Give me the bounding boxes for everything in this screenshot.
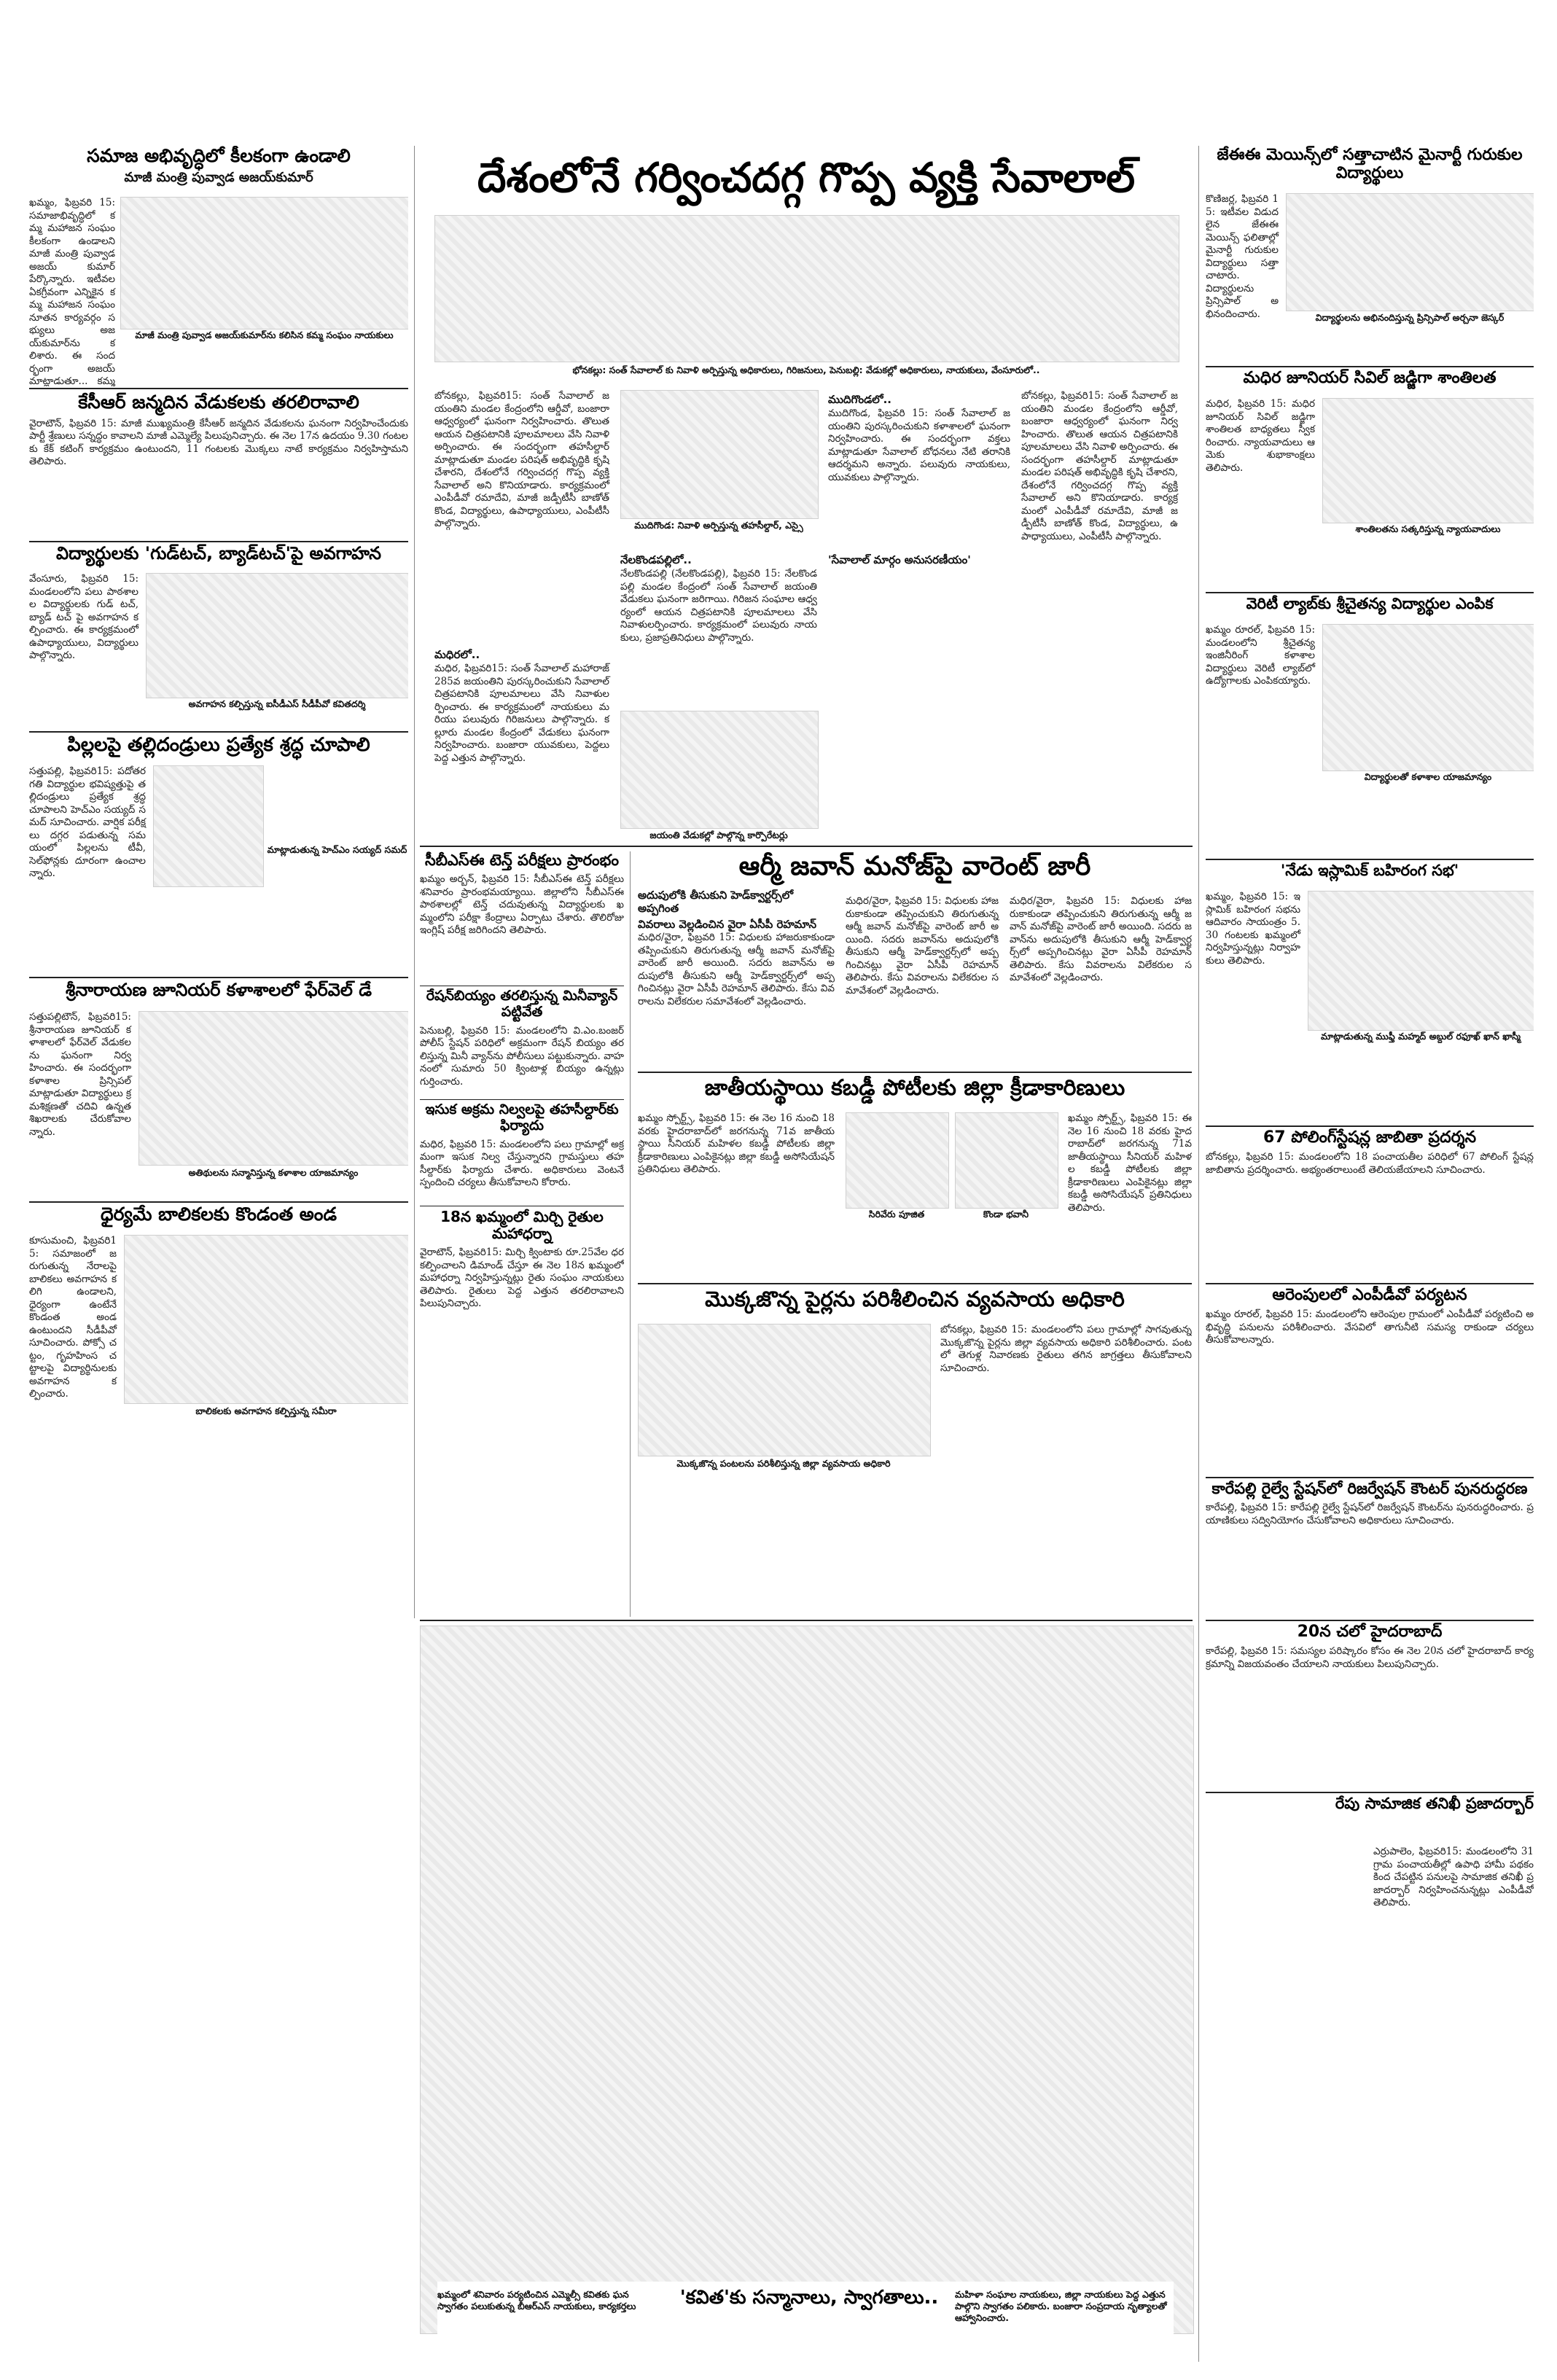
story-social-audit (1206, 1795, 1534, 2363)
subheadline: మాజీ మంత్రి పువ్వాడ అజయ్‌కుమార్ (124, 169, 313, 185)
headline: మధిర జూనియర్ సివిల్ జడ్జిగా శాంతిలత (1243, 369, 1496, 387)
story-kamma-sangham (29, 146, 408, 386)
story-good-touch (29, 544, 408, 730)
section-head: 'సేవాలాల్ మార్గం అనుసరణీయం' (828, 553, 971, 566)
photo-caption: విద్యార్థులతో కళాశాల యాజమాన్యం (1364, 771, 1492, 782)
photo (124, 1235, 408, 1404)
photo (846, 1112, 949, 1209)
story-body: వైరాటౌన్, ఫిబ్రవరి15: మిర్చి క్వింటాకు రూ.25వేల ధర కల్పించాలని డిమాండ్ చేస్తూ ఈ నెల 18న ఖమ్మంలో మహాధర్నా నిర్వహిస్తున్నట్లు రైతు సంఘం నాయకులు తెలిపారు. రైతులు పెద్ద ఎత్తున తరలిరావాలని పిలుపునిచ్చారు. (420, 1246, 624, 1309)
column-divider (630, 851, 631, 1617)
story-railway (1206, 1480, 1534, 1618)
photo-caption: విద్యార్థులను అభినందిస్తున్న ప్రిన్సిపాల్ అర్చనా జెస్కర్ (1315, 312, 1505, 323)
story-body: మధిర/వైరా, ఫిబ్రవరి 15: విధులకు హాజరుకాకుండా తప్పించుకుని తిరుగుతున్న ఆర్మీ జవాన్ మనోజ్‌పై వారెంట్ జారీ అయింది. సదరు జవాన్‌ను అదుపులోకి తీసుకుని ఆర్మీ హెడ్‌క్వార్టర్స్‌లో అప్పగించినట్లు వైరా ఏసీపీ రెహమాన్ తెలిపారు. కేసు వివరాలను విలేకరుల సమావేశంలో వెల్లడించారు. (1010, 895, 1192, 983)
story-army-jawan (638, 851, 1192, 1070)
story-mirchi (420, 1209, 624, 1617)
subheadline: అదుపులోకి తీసుకుని హెడ్‌క్వార్టర్స్‌లో అప్పగింత (638, 889, 794, 916)
story-kcr-birthday (29, 392, 408, 538)
headline: కేసీఆర్ జన్మదిన వేడుకలకు తరలిరావాలి (78, 392, 359, 413)
divider (420, 846, 1193, 847)
story-body: సత్తుపల్లిటౌన్, ఫిబ్రవరి15: శ్రీనారాయణ జూనియర్ కళాశాలలో ఫేర్‌వెల్ వేడుకలను ఘనంగా నిర్వహించారు. ఈ సందర్భంగా కళాశాల ప్రిన్సిపల్ మాట్లాడుతూ విద్యార్థులు క్రమశిక్షణతో చదివి ఉన్నత శిఖరాలకు చేరుకోవాలన్నారు. (29, 1011, 131, 1138)
headline: సమాజ అభివృద్ధిలో కీలకంగా ఉండాలి (87, 146, 351, 166)
photo (638, 1324, 931, 1456)
section-head: నేలకొండపల్లిలో.. (620, 553, 692, 566)
divider (1206, 366, 1534, 367)
photo-caption: ముదిగొండ: నివాళి అర్పిస్తున్న తహసీల్దార్, ఎస్సై (634, 520, 803, 531)
divider (1206, 1283, 1534, 1284)
headline: 'కవిత'కు సన్మానాలు, స్వాగతాలు.. (679, 2287, 939, 2309)
story-body: ఎర్రుపాలెం, ఫిబ్రవరి15: మండలంలోని 31 గ్రామ పంచాయతీల్లో ఉపాధి హామీ పథకం కింద చేపట్టిన పనులపై సామాజిక తనిఖీ ప్రజాదర్బార్ నిర్వహించనున్నట్లు ఎంపీడీవో తెలిపారు. (1373, 1846, 1534, 1908)
headline: 20న చలో హైదరాబాద్ (1297, 1623, 1443, 1641)
divider (420, 1099, 624, 1100)
main-headline: దేశంలోనే గర్వించదగ్గ గొప్ప వ్యక్తి సేవాలాల్ (477, 155, 1136, 202)
headline: సీబీఎస్ఈ టెన్త్ పరీక్షలు ప్రారంభం (424, 851, 619, 869)
story-cbse (420, 851, 624, 983)
story-body: ఖమ్మం స్పోర్ట్స్, ఫిబ్రవరి 15: ఈ నెల 16 నుంచి 18 వరకు హైదరాబాద్‌లో జరగనున్న 71వ జాతీయస్థాయి సీనియర్ మహిళల కబడ్డీ పోటీలకు జిల్లా క్రీడాకారిణులు ఎంపికైనట్లు జిల్లా కబడ్డీ అసోసియేషన్ ప్రతినిధులు తెలిపారు. (1068, 1112, 1192, 1214)
column-divider (1198, 146, 1199, 2362)
divider (29, 541, 408, 542)
headline: ఇసుక అక్రమ నిల్వలపై తహసీల్దార్‌కు ఫిర్యాదు (425, 1102, 619, 1134)
story-body: మధిర/వైరా, ఫిబ్రవరి 15: విధులకు హాజరుకాకుండా తప్పించుకుని తిరుగుతున్న ఆర్మీ జవాన్ మనోజ్‌పై వారెంట్ జారీ అయింది. సదరు జవాన్‌ను అదుపులోకి తీసుకుని ఆర్మీ హెడ్‌క్వార్టర్స్‌లో అప్పగించినట్లు వైరా ఏసీపీ రెహమాన్ తెలిపారు. కేసు వివరాలను విలేకరుల సమావేశంలో వెల్లడించారు. (846, 895, 999, 996)
headline: జేఈఈ మెయిన్స్‌లో సత్తాచాటిన మైనార్టీ గురుకుల విద్యార్థులు (1217, 146, 1523, 183)
divider (1206, 592, 1534, 593)
photo-caption: శాంతిలతను సత్కరిస్తున్న న్యాయవాదులు (1355, 523, 1501, 534)
divider (29, 977, 408, 978)
photo-caption: బాలికలకు అవగాహన కల్పిస్తున్న సమీరా (195, 1405, 337, 1416)
photo-caption: మహిళా సంఘాల నాయకులు, జిల్లా నాయకులు పెద్ద ఎత్తున పాల్గొని స్వాగతం పలికారు. బంజారా సంప్రదాయ నృత్యాలతో ఆహ్వానించారు. (955, 2289, 1167, 2323)
story-ration-rice (420, 988, 624, 1098)
photo-caption: కొండా భవానీ (983, 1209, 1029, 1220)
photo (146, 573, 408, 698)
headline: 67 పోలింగ్‌స్టేషన్ల జాబితా ప్రదర్శన (1263, 1128, 1477, 1147)
photo (620, 390, 819, 519)
headline: 'నేడు ఇస్లామిక్ బహిరంగ సభ' (1280, 862, 1459, 879)
photo-caption: మొక్కజొన్న పంటలను పరిశీలిస్తున్న జిల్లా వ్యవసాయ అధికారి (676, 1458, 891, 1469)
story-body: ఖమ్మం, ఫిబ్రవరి 15: ఇస్లామిక్ బహిరంగ సభను ఆదివారం సాయంత్రం 5.30 గంటలకు ఖమ్మంలో నిర్వహిస్తున్నట్లు నిర్వాహకులు తెలిపారు. (1206, 891, 1300, 967)
headline: ఆరెంపులలో ఎంపీడీవో పర్యటన (1272, 1286, 1467, 1304)
divider (638, 1072, 1192, 1073)
divider (29, 388, 408, 389)
story-kavitha (437, 2282, 1174, 2362)
story-body: కారేపల్లి, ఫిబ్రవరి 15: కారేపల్లి రైల్వే స్టేషన్‌లో రిజర్వేషన్ కౌంటర్‌ను పునరుద్ధరించారు. ప్రయాణికులు సద్వినియోగం చేసుకోవాలని అధికారులు సూచించారు. (1206, 1502, 1534, 1526)
story-islamic-meeting (1206, 862, 1534, 1124)
story-body: మధిర, ఫిబ్రవరి 15: మండలంలోని పలు గ్రామాల్లో అక్రమంగా ఇసుక నిల్వ చేస్తున్నారని గ్రామస్తులు తహసీల్దార్‌కు ఫిర్యాదు చేశారు. అధికారులు వెంటనే స్పందించి చర్యలు తీసుకోవాలని కోరారు. (420, 1138, 624, 1189)
story-body: కూసుమంచి, ఫిబ్రవరి15: సమాజంలో జరుగుతున్న నేరాలపై బాలికలు అవగాహన కలిగి ఉండాలని, ధైర్యంగా ఉంటేనే కొండంత అండ ఉంటుందని సీడీపీవో సూచించారు. పోక్సో చట్టం, గృహహింస చట్టాలపై విద్యార్థినులకు అవగాహన కల్పించారు. (29, 1235, 117, 1400)
headline: శ్రీనారాయణ జూనియర్ కళాశాలలో ఫేర్‌వెల్ డే (66, 980, 372, 1000)
divider (1206, 859, 1534, 860)
headline: మొక్కజొన్న పైర్లను పరిశీలించిన వ్యవసాయ అధికారి (705, 1287, 1125, 1311)
story-body: ఖమ్మం, ఫిబ్రవరి 15: సమాజాభివృద్ధిలో కమ్మ మహాజన సంఘం కీలకంగా ఉండాలని మాజీ మంత్రి పువ్వాడ అజయ్ కుమార్ పేర్కొన్నారు. ఇటీవల ఏకగ్రీవంగా ఎన్నికైన కమ్మ మహాజన సంఘం నూతన కార్యవర్గం సభ్యులు అజయ్‌కుమార్‌ను కలిశారు. ఈ సందర్భంగా అజయ్ మాట్లాడుతూ... కమ్మ (29, 197, 115, 386)
story-verity-lab (1206, 595, 1534, 857)
photo-caption: మాట్లాడుతున్న హెచ్‌ఎం సయ్యద్ సమద్ (267, 844, 407, 855)
headline: ఆర్మీ జవాన్ మనోజ్‌పై వారెంట్ జారీ (738, 851, 1091, 881)
divider (1206, 1477, 1534, 1478)
column-divider (414, 146, 415, 1618)
story-body: ఖమ్మం రూరల్, ఫిబ్రవరి 15: మండలంలోని శ్రీచైతన్య ఇంజినీరింగ్ కళాశాల విద్యార్థులు వెరిటీ ల్యాబ్‌లో ఉద్యోగాలకు ఎంపికయ్యారు. (1206, 624, 1315, 687)
photo-main (434, 215, 1179, 362)
divider (1206, 1620, 1534, 1621)
story-body: వైరాటౌన్, ఫిబ్రవరి 15: మాజీ ముఖ్యమంత్రి కేసీఆర్ జన్మదిన వేడుకలను ఘనంగా నిర్వహించేందుకు పార్టీ శ్రేణులు సన్నద్ధం కావాలని మాజీ ఎమ్మెల్యే పిలుపునిచ్చారు. ఈ నెల 17న ఉదయం 9.30 గంటలకు కేక్ కటింగ్ కార్యక్రమం ఉంటుందని, 11 గంటలకు మొక్కలు నాటే కార్యక్రమం నిర్వహిస్తామని తెలిపారు. (29, 417, 408, 468)
divider (420, 1620, 1193, 1621)
photo-caption: ఖమ్మంలో శనివారం పర్యటించిన ఎమ్మెల్సీ కవితకు ఘన స్వాగతం పలుకుతున్న బీఆర్ఎస్ నాయకులు, కార్యకర్తలు (437, 2289, 636, 2311)
headline: రేపు సామాజిక తనిఖీ ప్రజాదర్బార్ (1335, 1795, 1534, 1812)
headline: జాతీయస్థాయి కబడ్డీ పోటీలకు జిల్లా క్రీడాకారిణులు (704, 1076, 1125, 1101)
story-maize (638, 1287, 1192, 1550)
photo-caption: భోనకల్లు: సంత్ సేవాలాల్ కు నివాళి అర్పిస్తున్న అధికారులు, గిరిజనులు, పెనుబల్లి: వేడుకల్లో అధికారులు, నాయకులు, వేంసూరులో.. (572, 364, 1040, 375)
story-body: ముదిగొండ, ఫిబ్రవరి 15: సంత్ సేవాలాల్ జయంతిని పురస్కరించుకుని కళాశాలలో ఘనంగా నిర్వహించారు. ఈ సందర్భంగా వక్తలు మాట్లాడుతూ సేవాలాల్ బోధనలు నేటి తరానికి ఆదర్శమని అన్నారు. పలువురు నాయకులు, యువకులు పాల్గొన్నారు. (828, 407, 1010, 483)
photo-kavitha (420, 1626, 1194, 2334)
story-body: మధిర/వైరా, ఫిబ్రవరి 15: విధులకు హాజరుకాకుండా తప్పించుకుని తిరుగుతున్న ఆర్మీ జవాన్ మనోజ్‌పై వారెంట్ జారీ అయింది. సదరు జవాన్‌ను అదుపులోకి తీసుకుని ఆర్మీ హెడ్‌క్వార్టర్స్‌లో అప్పగించినట్లు వైరా ఏసీపీ రెహమాన్ తెలిపారు. కేసు వివరాలను విలేకరుల సమావేశంలో వెల్లడించారు. (638, 932, 835, 1007)
divider (29, 731, 408, 733)
divider (29, 1201, 408, 1203)
photo-caption: అవగాహన కల్పిస్తున్న ఐసీడీఎస్ సీడీపీవో కవితదర్శి (188, 698, 366, 709)
story-parents-care (29, 735, 408, 975)
story-body: వేంసూరు, ఫిబ్రవరి 15: మండలంలోని పలు పాఠశాలల విద్యార్థులకు గుడ్ టచ్, బ్యాడ్ టచ్ పై అవగాహన కల్పించారు. ఈ కార్యక్రమంలో ఉపాధ్యాయులు, విద్యార్థులు పాల్గొన్నారు. (29, 573, 138, 661)
photo (1322, 398, 1534, 523)
story-polling-stations (1206, 1128, 1534, 1281)
story-body: బోనకల్లు, ఫిబ్రవరి15: సంత్ సేవాలాల్ జయంతిని మండల కేంద్రంలోని ఆర్డీవో, బంజారా ఆధ్వర్యంలో ఘనంగా నిర్వహించారు. తొలుత ఆయన చిత్రపటానికి పూలమాలలు వేసి నివాళి అర్పించారు. ఈ సందర్భంగా తహసీల్దార్ మాట్లాడుతూ మండల పరిషత్ అభివృద్ధికి కృషి చేశారని, దేశంలోనే గర్వించదగ్గ గొప్ప వ్యక్తి సేవాలాల్ అని కొనియాడారు. కార్యక్రమంలో ఎంపీడీవో రమాదేవి, మాజీ జడ్పీటీసీ బాణోత్ కొండ, విద్యార్థులు, ఉపాధ్యాయులు, ఎంపీటీసీ పాల్గొన్నారు. (434, 390, 609, 529)
photo (1308, 891, 1534, 1031)
story-jee (1206, 146, 1534, 364)
photo (1286, 193, 1534, 311)
subheadline: వివరాలు వెల్లడించిన వైరా ఏసీపీ రెహమాన్ (638, 918, 817, 932)
headline: 18న ఖమ్మంలో మిర్చి రైతుల మహాధర్నా (440, 1209, 604, 1242)
headline: ధైర్యమే బాలికలకు కొండంత అండ (101, 1204, 337, 1225)
story-sand (420, 1102, 624, 1204)
headline: రేషన్‌బియ్యం తరలిస్తున్న మినీవ్యాన్ పట్టివేత (426, 988, 618, 1020)
photo (955, 1112, 1058, 1209)
story-farewell (29, 980, 408, 1199)
photo-caption: సిరివేరు పూజిత (868, 1209, 925, 1220)
headline: పిల్లలపై తల్లిదండ్రులు ప్రత్యేక శ్రద్ధ చూపాలి (67, 735, 370, 756)
story-body: ఖమ్మం అర్బన్, ఫిబ్రవరి 15: సీబీఎస్ఈ టెన్త్ పరీక్షలు శనివారం ప్రారంభమయ్యాయి. జిల్లాలోని సీబీఎస్ఈ పాఠశాలల్లో టెన్త్ చదువుతున్న విద్యార్థులకు ఖమ్మంలోని పరీక్షా కేంద్రాలు ఏర్పాటు చేశారు. తొలిరోజు ఇంగ్లిష్ పరీక్ష జరిగిందని తెలిపారు. (420, 873, 624, 937)
divider (1206, 1792, 1534, 1793)
divider (638, 1283, 1192, 1284)
story-body: ఖమ్మం రూరల్, ఫిబ్రవరి 15: మండలంలోని ఆరెంపుల గ్రామంలో ఎంపీడీవో పర్యటించి అభివృద్ధి పనులను పరిశీలించారు. వేసవిలో తాగునీటి సమస్య రాకుండా చర్యలు తీసుకోవాలన్నారు. (1206, 1308, 1534, 1346)
story-body: బోనకల్లు, ఫిబ్రవరి 15: మండలంలోని పలు గ్రామాల్లో సాగవుతున్న మొక్కజొన్న పైర్లను జిల్లా వ్యవసాయ అధికారి పరిశీలించారు. పంటలో తెగుళ్ల నివారణకు రైతులు తగిన జాగ్రత్తలు తీసుకోవాలని సూచించారు. (940, 1324, 1192, 1374)
headline: విద్యార్థులకు 'గుడ్‌టచ్, బ్యాడ్‌టచ్'పై అవగాహన (56, 544, 381, 563)
story-body: నేలకొండపల్లి (నేలకొండపల్లి), ఫిబ్రవరి 15: నేలకొండపల్లి మండల కేంద్రంలో సంత్ సేవాలాల్ జయంతి వేడుకలు ఘనంగా జరిగాయి. గిరిజన సంఘాల ఆధ్వర్యంలో ఆయన చిత్రపటానికి పూలమాలలు వేసి నివాళులర్పించారు. కార్యక్రమంలో పలువురు నాయకులు, ప్రజాప్రతినిధులు పాల్గొన్నారు. (620, 568, 817, 644)
photo (138, 1011, 408, 1166)
story-body: కొణిజర్ల, ఫిబ్రవరి 15: ఇటీవల విడుదలైన జేఈఈ మెయిన్స్ ఫలితాల్లో మైనార్టీ గురుకుల విద్యార్థులు సత్తా చాటారు. విద్యార్థులను ప్రిన్సిపాల్ అభినందించారు. (1206, 193, 1279, 320)
photo-caption: మాట్లాడుతున్న ముఫ్తీ మహ్మద్ అబ్దుల్ రఫూఖ్ ఖాన్ ఖాస్మీ (1320, 1031, 1521, 1042)
photo (153, 765, 264, 887)
divider (1206, 1125, 1534, 1127)
story-body: మధిర, ఫిబ్రవరి15: సంత్ సేవాలాల్ మహారాజ్ 285వ జయంతిని పురస్కరించుకుని సేవాలాల్ చిత్రపటానికి పూలమాలలు వేసి నివాళులర్పించారు. ఈ కార్యక్రమంలో నాయకులు మరియు పలువురు గిరిజనులు పాల్గొన్నారు. కల్లూరు మండల కేంద్రంలో వేడుకలు ఘనంగా నిర్వహించారు. బంజారా యువకులు, పెద్దలు పెద్ద ఎత్తున పాల్గొన్నారు. (434, 663, 609, 764)
headline: కారేపల్లి రైల్వే స్టేషన్‌లో రిజర్వేషన్ కౌంటర్ పునరుద్ధరణ (1211, 1480, 1528, 1497)
story-body: బోనకల్లు, ఫిబ్రవరి15: సంత్ సేవాలాల్ జయంతిని మండల కేంద్రంలోని ఆర్డీవో, బంజారా ఆధ్వర్యంలో ఘనంగా నిర్వహించారు. తొలుత ఆయన చిత్రపటానికి పూలమాలలు వేసి నివాళి అర్పించారు. ఈ సందర్భంగా తహసీల్దార్ మాట్లాడుతూ మండల పరిషత్ అభివృద్ధికి కృషి చేశారని, దేశంలోనే గర్వించదగ్గ గొప్ప వ్యక్తి సేవాలాల్ అని కొనియాడారు. కార్యక్రమంలో ఎంపీడీవో రమాదేవి, మాజీ జడ్పీటీసీ బాణోత్ కొండ, విద్యార్థులు, ఉపాధ్యాయులు, ఎంపీటీసీ పాల్గొన్నారు. (1021, 390, 1178, 542)
photo-caption: మాజీ మంత్రి పువ్వాడ అజయ్‌కుమార్‌ను కలిసిన కమ్మ సంఘం నాయకులు (135, 329, 394, 340)
photo-caption: జయంతి వేడుకల్లో పాల్గొన్న కార్పొరేటర్లు (649, 830, 788, 840)
story-judge (1206, 369, 1534, 591)
story-body: సత్తుపల్లి, ఫిబ్రవరి15: పదోతరగతి విద్యార్థుల భవిష్యత్తుపై తల్లిదండ్రులు ప్రత్యేక శ్రద్ధ చూపాలని హెచ్‌ఎం సయ్యద్ సమద్ సూచించారు. వార్షిక పరీక్షలు దగ్గర పడుతున్న సమయంలో పిల్లలను టీవీ, సెల్‌ఫోన్లకు దూరంగా ఉంచాలన్నారు. (29, 765, 146, 879)
story-body: ఖమ్మం స్పోర్ట్స్, ఫిబ్రవరి 15: ఈ నెల 16 నుంచి 18 వరకు హైదరాబాద్‌లో జరగనున్న 71వ జాతీయస్థాయి సీనియర్ మహిళల కబడ్డీ పోటీలకు జిల్లా క్రీడాకారిణులు ఎంపికైనట్లు జిల్లా కబడ్డీ అసోసియేషన్ ప్రతినిధులు తెలిపారు. (638, 1112, 835, 1175)
story-girls-courage (29, 1204, 408, 1459)
photo-caption: అతిథులను సన్మానిస్తున్న కళాశాల యాజమాన్యం (188, 1167, 359, 1178)
story-body: మధిర, ఫిబ్రవరి 15: మధిర జూనియర్ సివిల్ జడ్జిగా శాంతిలత బాధ్యతలు స్వీకరించారు. న్యాయవాదులు ఆమెకు శుభాకాంక్షలు తెలిపారు. (1206, 398, 1315, 474)
photo (120, 197, 408, 329)
story-body: కారేపల్లి, ఫిబ్రవరి 15: సమస్యల పరిష్కారం కోసం ఈ నెల 20న చలో హైదరాబాద్ కార్యక్రమాన్ని విజయవంతం చేయాలని నాయకులు పిలుపునిచ్చారు. (1206, 1645, 1534, 1670)
story-chalo-hyderabad (1206, 1623, 1534, 1790)
story-body: బోనకల్లు, ఫిబ్రవరి 15: మండలంలోని 18 పంచాయతీల పరిధిలో 67 పోలింగ్ స్టేషన్ల జాబితాను ప్రదర్శించారు. అభ్యంతరాలుంటే తెలియజేయాలని సూచించారు. (1206, 1151, 1534, 1176)
section-head: మధిరలో.. (434, 648, 480, 661)
story-kabaddi (638, 1076, 1192, 1280)
photo (1322, 624, 1534, 771)
section-head: ముదిగొండలో.. (828, 393, 891, 406)
headline: వెరిటీ ల్యాబ్‌కు శ్రీచైతన్య విద్యార్థుల ఎంపిక (1246, 595, 1494, 612)
photo (620, 711, 819, 829)
story-body: పెనుబల్లి, ఫిబ్రవరి 15: మండలంలోని వి.ఎం.బంజర్ పోలీస్ స్టేషన్ పరిధిలో అక్రమంగా రేషన్ బియ్యం తరలిస్తున్న మినీ వ్యాన్‌ను పోలీసులు పట్టుకున్నారు. వాహనంలో సుమారు 50 క్వింటాళ్ల బియ్యం ఉన్నట్లు గుర్తించారు. (420, 1024, 624, 1088)
story-mpdo-visit (1206, 1286, 1534, 1475)
